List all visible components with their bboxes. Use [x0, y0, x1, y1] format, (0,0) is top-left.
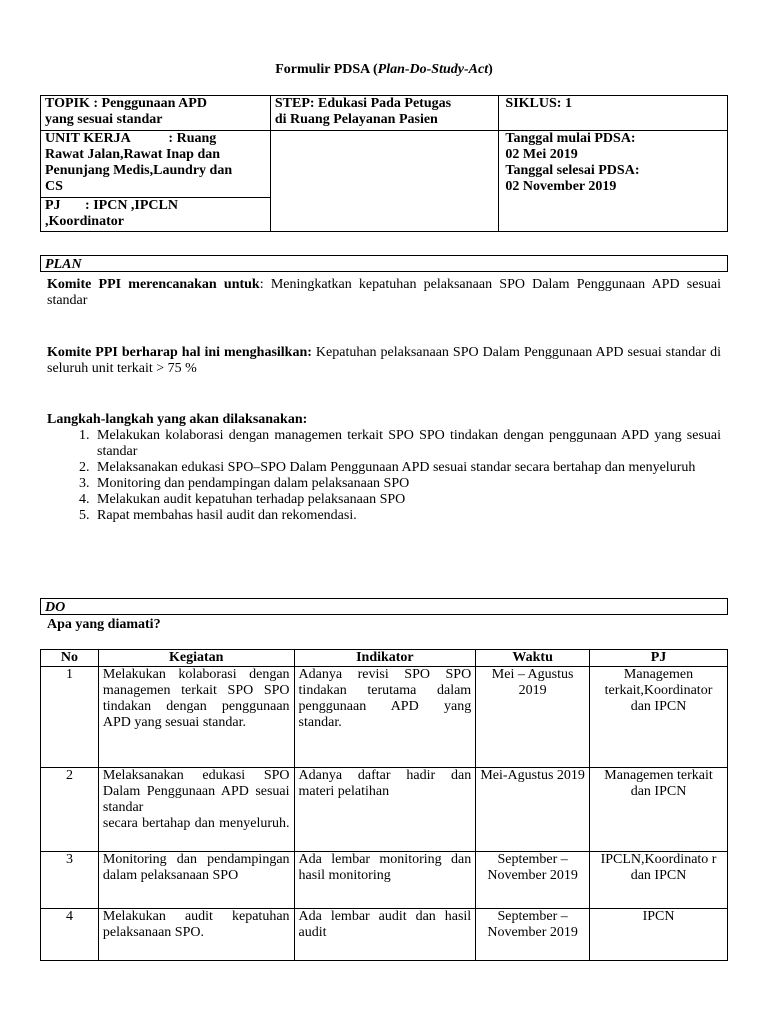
row-waktu: Mei-Agustus 2019 — [476, 768, 590, 852]
topik-cell: TOPIK : Penggunaan APD yang sesuai standar — [41, 96, 271, 131]
row-pj: IPCLN,Koordinato r dan IPCN — [590, 852, 728, 909]
row-pj: Managemen terkait dan IPCN — [590, 768, 728, 852]
tanggal-cell: Tanggal mulai PDSA: 02 Mei 2019 Tanggal selesai PDSA: 02 November 2019 — [499, 131, 728, 232]
row-indikator: Ada lembar audit dan hasil audit — [294, 909, 476, 961]
step-item: 5. Rapat membahas hasil audit dan rekomendasi. — [93, 508, 721, 524]
row-waktu: September – November 2019 — [476, 852, 590, 909]
row-waktu: Mei – Agustus 2019 — [476, 667, 590, 768]
step-item: 3. Monitoring dan pendampingan dalam pelaksanaan SPO — [93, 476, 721, 492]
step-item: 4. Melakukan audit kepatuhan terhadap pelaksanaan SPO — [93, 492, 721, 508]
plan-paragraph-1: Komite PPI merencanakan untuk: Meningkatkan kepatuhan pelaksanaan SPO Dalam Penggunaan APD sesuai standar — [47, 277, 722, 308]
table-row — [41, 852, 728, 909]
steps-list — [47, 428, 721, 524]
row-pj: IPCN — [590, 909, 728, 961]
row-kegiatan: Melaksanakan edukasi SPO Dalam Penggunaan APD sesuai standar secara bertahap dan menyeluruh. — [98, 768, 294, 852]
table-row — [41, 768, 728, 852]
step-item: 2. Melaksanakan edukasi SPO–SPO Dalam Penggunaan APD sesuai standar secara bertahap dan menyeluruh — [93, 460, 721, 476]
row-no: 4 — [41, 909, 99, 961]
row-indikator: Ada lembar monitoring dan hasil monitoring — [294, 852, 476, 909]
col-header-waktu: Waktu — [476, 650, 590, 667]
document-title: Formulir PDSA (Plan-Do-Study-Act) — [275, 62, 493, 77]
steps-heading: Langkah-langkah yang akan dilaksanakan: — [47, 412, 308, 427]
col-header-no: No — [41, 650, 99, 667]
step-cell: STEP: Edukasi Pada Petugas di Ruang Pelayanan Pasien — [270, 96, 499, 131]
plan-section-label: PLAN — [40, 255, 728, 272]
siklus-cell: SIKLUS: 1 — [499, 96, 728, 131]
pdsa-header-table — [40, 95, 728, 232]
col-header-kegiatan: Kegiatan — [98, 650, 294, 667]
plan-paragraph-2: Komite PPI berharap hal ini menghasilkan: Kepatuhan pelaksanaan SPO Dalam Penggunaan APD sesuai standar di seluruh unit terkait > 75 % — [47, 345, 721, 376]
table-row — [41, 667, 728, 768]
row-no: 1 — [41, 667, 99, 768]
row-indikator: Adanya daftar hadir dan materi pelatihan — [294, 768, 476, 852]
step-item: 1. Melakukan kolaborasi dengan managemen terkait SPO SPO tindakan dengan penggunaan APD yang sesuai standar — [93, 428, 721, 460]
col-header-pj: PJ — [590, 650, 728, 667]
col-header-indikator: Indikator — [294, 650, 476, 667]
row-waktu: September – November 2019 — [476, 909, 590, 961]
row-pj: Managemen terkait,Koordinator dan IPCN — [590, 667, 728, 768]
row-kegiatan: Monitoring dan pendampingan dalam pelaksanaan SPO — [98, 852, 294, 909]
do-section-label: DO — [40, 598, 728, 615]
table-row — [41, 909, 728, 961]
row-no: 2 — [41, 768, 99, 852]
row-kegiatan: Melakukan kolaborasi dengan managemen terkait SPO SPO tindakan dengan penggunaan APD yang sesuai standar. — [98, 667, 294, 768]
do-activity-table — [40, 649, 728, 961]
row-no: 3 — [41, 852, 99, 909]
pj-cell: PJ : IPCN ,IPCLN ,Koordinator — [41, 198, 271, 232]
row-indikator: Adanya revisi SPO SPO tindakan terutama dalam penggunaan APD yang standar. — [294, 667, 476, 768]
unit-kerja-cell: UNIT KERJA : Ruang Rawat Jalan,Rawat Inap dan Penunjang Medis,Laundry dan CS — [41, 131, 271, 198]
do-question: Apa yang diamati? — [47, 617, 161, 632]
empty-step-cell — [270, 131, 499, 232]
row-kegiatan: Melakukan audit kepatuhan pelaksanaan SPO. — [98, 909, 294, 961]
